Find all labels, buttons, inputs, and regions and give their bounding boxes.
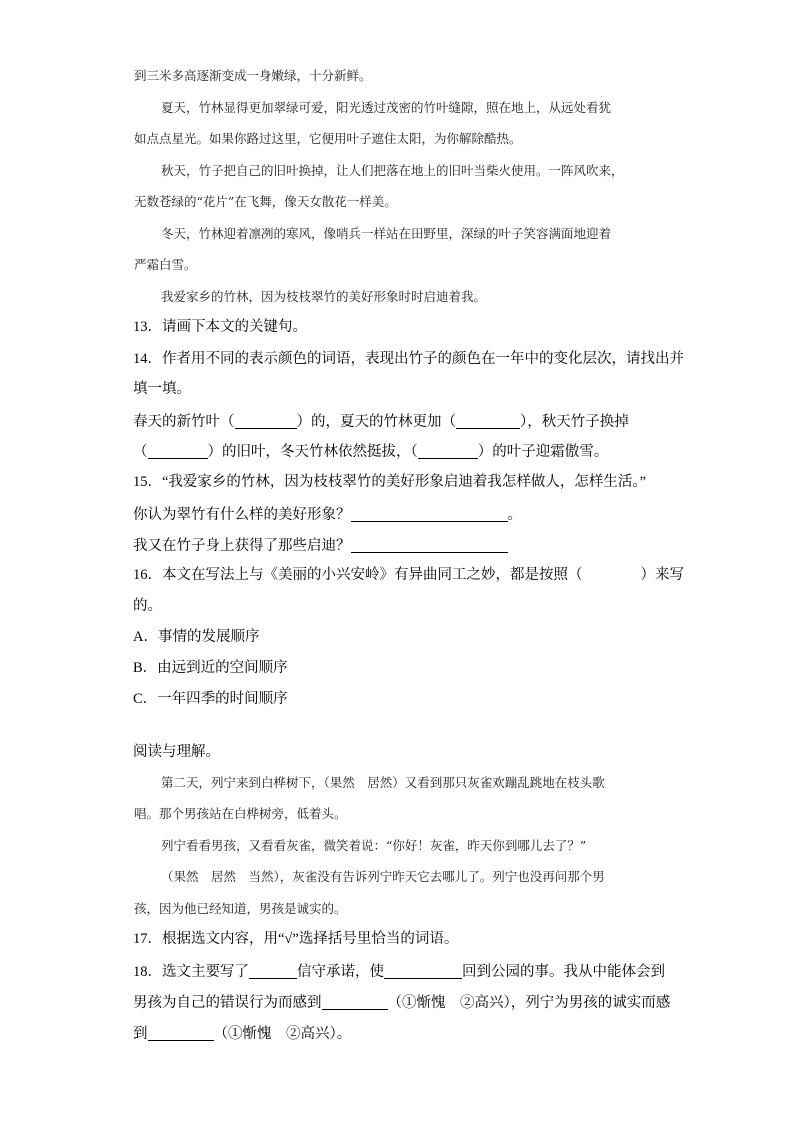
passage-line: 严霜白雪。 [134, 257, 197, 272]
option-a[interactable]: A．事情的发展顺序 [133, 629, 260, 645]
answer-blank[interactable] [384, 963, 462, 979]
answer-blank[interactable] [148, 443, 208, 459]
answer-blank[interactable] [249, 963, 297, 979]
answer-blank[interactable] [235, 413, 297, 429]
question-13: 13．请画下本文的关键句。 [133, 319, 307, 335]
prompt-text: 。 [507, 507, 522, 523]
question-14-fill-line [133, 443, 608, 460]
answer-blank[interactable] [456, 413, 520, 429]
prompt-text: 信守承诺，使 [297, 964, 384, 980]
fill-text: ）的叶子迎霜傲雪。 [477, 444, 609, 460]
answer-blank[interactable] [322, 994, 388, 1010]
prompt-text: 18．选文主要写了 [133, 964, 249, 980]
prompt-text: （①惭愧 ②高兴），列宁为男孩的诚实而感 [387, 995, 671, 1011]
fill-text: ）的旧叶，冬天竹林依然挺拔，（ [207, 444, 418, 460]
question-18-line [133, 994, 670, 1011]
answer-blank[interactable] [148, 1025, 214, 1041]
prompt-text: 到 [133, 1026, 148, 1042]
section-heading: 阅读与理解。 [133, 744, 220, 760]
fill-text: （ [133, 444, 148, 460]
passage-line: 列宁看看男孩，又看看灰雀，微笑着说：“你好！灰雀，昨天你到哪儿去了？” [161, 838, 587, 853]
prompt-text: （①惭愧 ②高兴）。 [213, 1026, 352, 1042]
passage-line: 唱。那个男孩站在白桦树旁，低着头。 [134, 806, 347, 821]
prompt-text: 你认为翠竹有什么样的美好形象？ [133, 507, 351, 523]
passage-line: 如点点星光。如果你路过这里，它便用叶子遮住太阳，为你解除酷热。 [134, 131, 522, 146]
question-18-line [133, 963, 665, 980]
prompt-text: 我又在竹子身上获得了那些启迪？ [133, 538, 351, 554]
fill-text: ），秋天竹子换掉 [520, 414, 629, 430]
question-15-line [133, 506, 522, 523]
question-14-line: 填一填。 [133, 381, 191, 397]
fill-text: 春天的新竹叶（ [133, 414, 235, 430]
passage-line: 孩，因为他已经知道，男孩是诚实的。 [134, 901, 347, 916]
passage-line: 秋天，竹子把自己的旧叶换掉，让人们把落在地上的旧叶当柴火使用。一阵风吹来， [161, 163, 624, 178]
option-c[interactable]: C．一年四季的时间顺序 [133, 691, 288, 707]
question-14-fill-line [133, 413, 629, 430]
prompt-text: 男孩为自己的错误行为而感到 [133, 995, 322, 1011]
passage-line: 冬天，竹林迎着凛冽的寒风，像哨兵一样站在田野里，深绿的叶子笑容满面地迎着 [161, 226, 612, 241]
question-17: 17．根据选文内容，用“√”选择括号里恰当的词语。 [133, 931, 459, 947]
answer-blank[interactable] [351, 537, 508, 553]
question-15-line: 15．“我爱家乡的竹林，因为枝枝翠竹的美好形象启迪着我怎样做人，怎样生活。” [133, 474, 647, 490]
passage-line: 第二天，列宁来到白桦树下，（果然 居然）又看到那只灰雀欢蹦乱跳地在枝头歌 [161, 775, 605, 790]
prompt-text: 回到公园的事。我从中能体会到 [462, 964, 665, 980]
passage-line: （果然 居然 当然），灰雀没有告诉列宁昨天它去哪儿了。列宁也没再问那个男 [161, 869, 605, 884]
fill-text: ）的，夏天的竹林更加（ [296, 414, 456, 430]
passage-line: 我爱家乡的竹林，因为枝枝翠竹的美好形象时时启迪着我。 [161, 289, 487, 304]
answer-blank[interactable] [418, 443, 478, 459]
passage-line: 夏天，竹林显得更加翠绿可爱，阳光透过茂密的竹叶缝隙，照在地上，从远处看犹 [161, 100, 612, 115]
passage-line: 到三米多高逐渐变成一身嫩绿，十分新鲜。 [134, 68, 372, 83]
question-16-line: 的。 [133, 598, 162, 614]
question-14-line: 14．作者用不同的表示颜色的词语，表现出竹子的颜色在一年中的变化层次，请找出并 [133, 351, 684, 367]
answer-blank[interactable] [351, 506, 508, 522]
question-18-line [133, 1025, 351, 1042]
option-b[interactable]: B．由远到近的空间顺序 [133, 660, 288, 676]
question-15-line [133, 537, 508, 554]
question-16-line: 16．本文在写法上与《美丽的小兴安岭》有异曲同工之妙，都是按照（ ）来写 [133, 567, 684, 583]
passage-line: 无数苍绿的“花片”在飞舞，像天女散花一样美。 [134, 194, 397, 209]
